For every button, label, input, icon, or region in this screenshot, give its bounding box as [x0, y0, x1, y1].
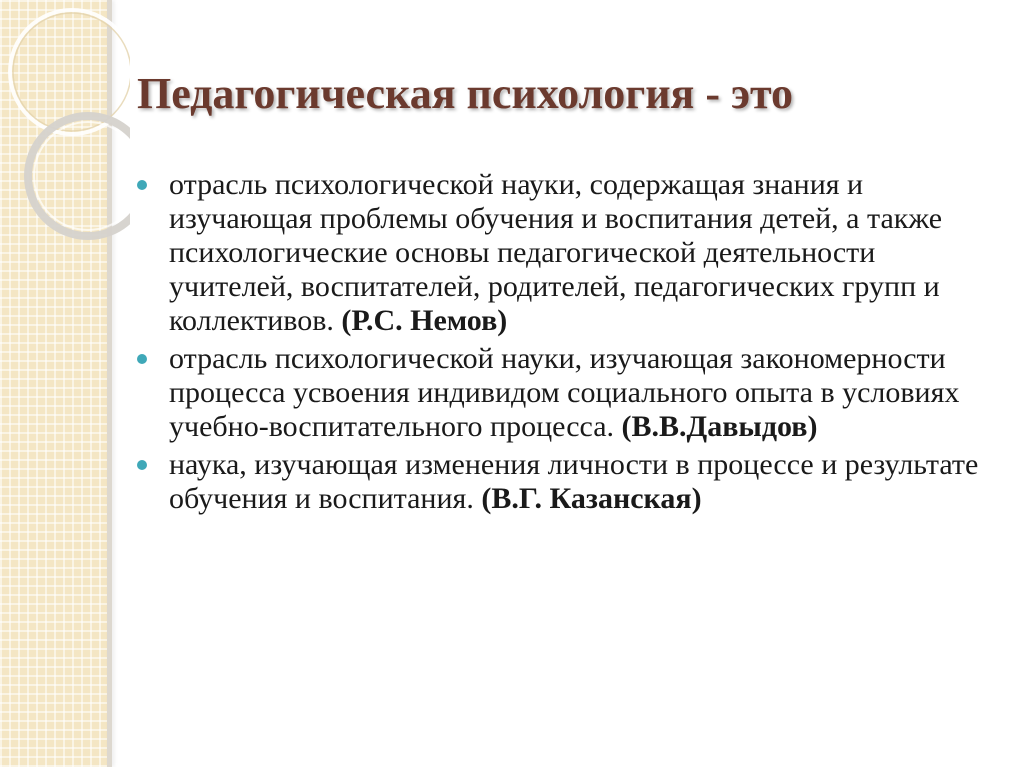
author-citation: (В.Г. Казанская)	[481, 482, 702, 515]
bullet-dot-icon	[137, 354, 147, 364]
list-item	[137, 168, 1007, 338]
author-citation: (Р.С. Немов)	[341, 304, 508, 337]
definition-text: отрасль психологической науки, изучающая закономерности процесса усвоения индивидом социального опыта в условиях учебно-воспитательного процесса.	[169, 342, 960, 443]
definition-text: наука, изучающая изменения личности в процессе и результате обучения и воспитания.	[169, 448, 979, 515]
list-item	[137, 342, 1007, 444]
slide-title: Педагогическая психология - это	[137, 69, 794, 118]
list-item	[137, 448, 1007, 516]
bullet-dot-icon	[137, 180, 147, 190]
definition-list	[137, 168, 1007, 520]
definition-text: отрасль психологической науки, содержащая знания и изучающая проблемы обучения и воспитания детей, а также психологические основы педагогической деятельности учителей, воспитателей, родителей, педагогических групп и коллективов.	[169, 168, 943, 337]
author-citation: (В.В.Давыдов)	[621, 410, 818, 443]
decorative-rings-icon	[0, 0, 130, 260]
bullet-dot-icon	[137, 460, 147, 470]
